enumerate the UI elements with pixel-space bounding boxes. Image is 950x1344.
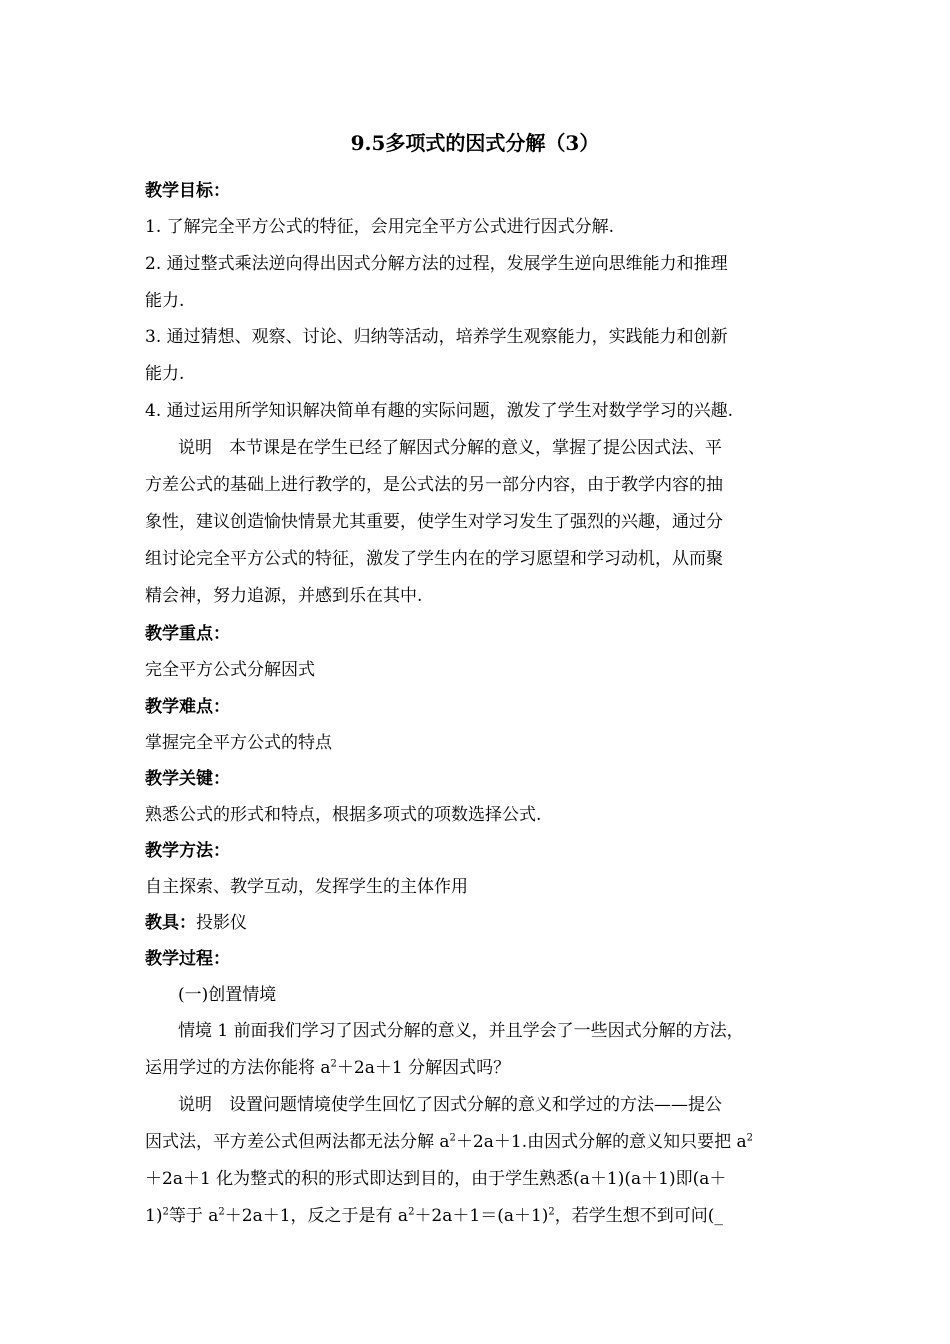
page-title: 9.5多项式的因式分解（3） <box>350 131 600 155</box>
objective-1: 1. 了解完全平方公式的特征，会用完全平方公式进行因式分解. <box>145 217 615 237</box>
note-2-line-4: 1)$^2$等于 $a^2+2a+1$，反之于是有 $a^2+2a+1=(a+1)^2$，若学生想不到可问(_ <box>145 1206 723 1226</box>
note-2-line-1: 说明 设置问题情境使学生回忆了因式分解的意义和学过的方法——提公 <box>178 1095 722 1115</box>
key-heading: 教学关键： <box>145 769 230 789</box>
note-1-line-4: 组讨论完全平方公式的特征，激发了学生内在的学习愿望和学习动机，从而聚 <box>145 549 723 569</box>
note-1-line-3: 象性，建议创造愉快情景尤其重要，使学生对学习发生了强烈的兴趣，通过分 <box>145 512 723 532</box>
tools-line <box>145 912 247 934</box>
method-text: 自主探索、教学互动，发挥学生的主体作用 <box>145 877 468 897</box>
tools-heading: 教具： <box>145 913 196 933</box>
objective-4: 4. 通过运用所学知识解决简单有趣的实际问题，激发了学生对数学学习的兴趣. <box>145 401 734 421</box>
key-points-text: 完全平方公式分解因式 <box>145 660 315 680</box>
objective-2-line-1: 2. 通过整式乘法逆向得出因式分解方法的过程，发展学生逆向思维能力和推理 <box>145 254 728 274</box>
process-heading: 教学过程： <box>145 949 230 969</box>
method-heading: 教学方法： <box>145 841 230 861</box>
key-text: 熟悉公式的形式和特点，根据多项式的项数选择公式. <box>145 805 542 825</box>
section-1-title: (一)创置情境 <box>178 985 277 1005</box>
scenario-1-line-1: 情境 1 前面我们学习了因式分解的意义，并且学会了一些因式分解的方法， <box>178 1021 744 1041</box>
note-1-line-2: 方差公式的基础上进行教学的，是公式法的另一部分内容，由于教学内容的抽 <box>145 475 723 495</box>
note-1-line-1: 说明 本节课是在学生已经了解因式分解的意义，掌握了提公因式法、平 <box>178 438 722 458</box>
key-points-heading: 教学重点： <box>145 624 230 644</box>
scenario-1-line-2: 运用学过的方法你能将 $a^2+2a+1$ 分解因式吗？ <box>145 1058 511 1078</box>
objective-3-line-2: 能力. <box>145 364 185 384</box>
objective-3-line-1: 3. 通过猜想、观察、讨论、归纳等活动，培养学生观察能力，实践能力和创新 <box>145 327 728 347</box>
objective-2-line-2: 能力. <box>145 291 185 311</box>
tools-text: 投影仪 <box>196 913 247 933</box>
difficulties-text: 掌握完全平方公式的特点 <box>145 733 332 753</box>
objectives-heading: 教学目标： <box>145 181 230 201</box>
difficulties-heading: 教学难点： <box>145 697 230 717</box>
note-1-line-5: 精会神，努力追源，并感到乐在其中. <box>145 586 423 606</box>
note-2-line-2: 因式法，平方差公式但两法都无法分解 $a^2+2a+1$.由因式分解的意义知只要把 $a^2$ <box>145 1132 754 1152</box>
note-2-line-3: ＋2a＋1 化为整式的积的形式即达到目的，由于学生熟悉(a＋1)(a＋1)即(a＋ <box>145 1169 727 1189</box>
